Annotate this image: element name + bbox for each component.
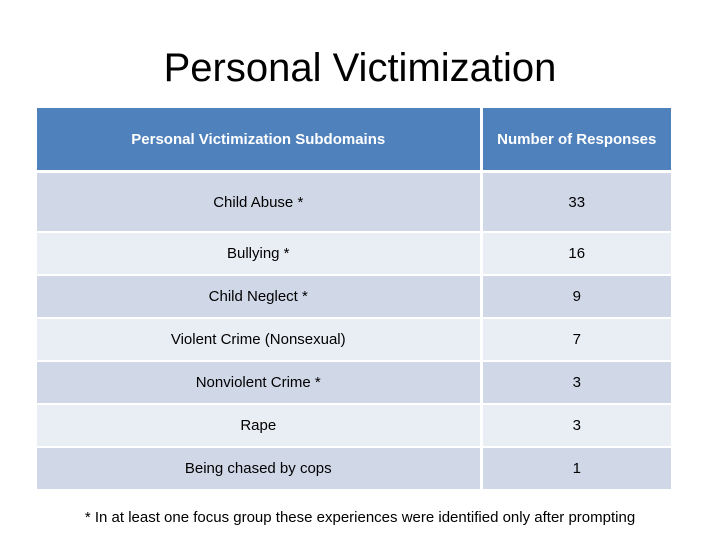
table-header-row bbox=[37, 108, 671, 172]
victimization-table bbox=[37, 108, 671, 489]
header-responses: Number of Responses bbox=[481, 108, 671, 172]
subdomain-cell: Rape bbox=[37, 404, 481, 447]
subdomain-cell: Violent Crime (Nonsexual) bbox=[37, 318, 481, 361]
table-row bbox=[37, 232, 671, 275]
subdomain-cell: Child Neglect * bbox=[37, 275, 481, 318]
header-subdomains: Personal Victimization Subdomains bbox=[37, 108, 481, 172]
responses-cell: 16 bbox=[481, 232, 671, 275]
slide-title: Personal Victimization bbox=[163, 46, 557, 90]
subdomain-cell: Being chased by cops bbox=[37, 447, 481, 489]
responses-cell: 33 bbox=[481, 172, 671, 233]
responses-cell: 3 bbox=[481, 361, 671, 404]
responses-cell: 7 bbox=[481, 318, 671, 361]
subdomain-cell: Nonviolent Crime * bbox=[37, 361, 481, 404]
responses-cell: 9 bbox=[481, 275, 671, 318]
subdomain-cell: Bullying * bbox=[37, 232, 481, 275]
responses-cell: 1 bbox=[481, 447, 671, 489]
subdomain-cell: Child Abuse * bbox=[37, 172, 481, 233]
table-row bbox=[37, 447, 671, 489]
table-row bbox=[37, 404, 671, 447]
table-row bbox=[37, 318, 671, 361]
table-row bbox=[37, 275, 671, 318]
footnote: * In at least one focus group these experiences were identified only after prompting bbox=[84, 509, 636, 526]
table-row bbox=[37, 172, 671, 233]
responses-cell: 3 bbox=[481, 404, 671, 447]
table-row bbox=[37, 361, 671, 404]
